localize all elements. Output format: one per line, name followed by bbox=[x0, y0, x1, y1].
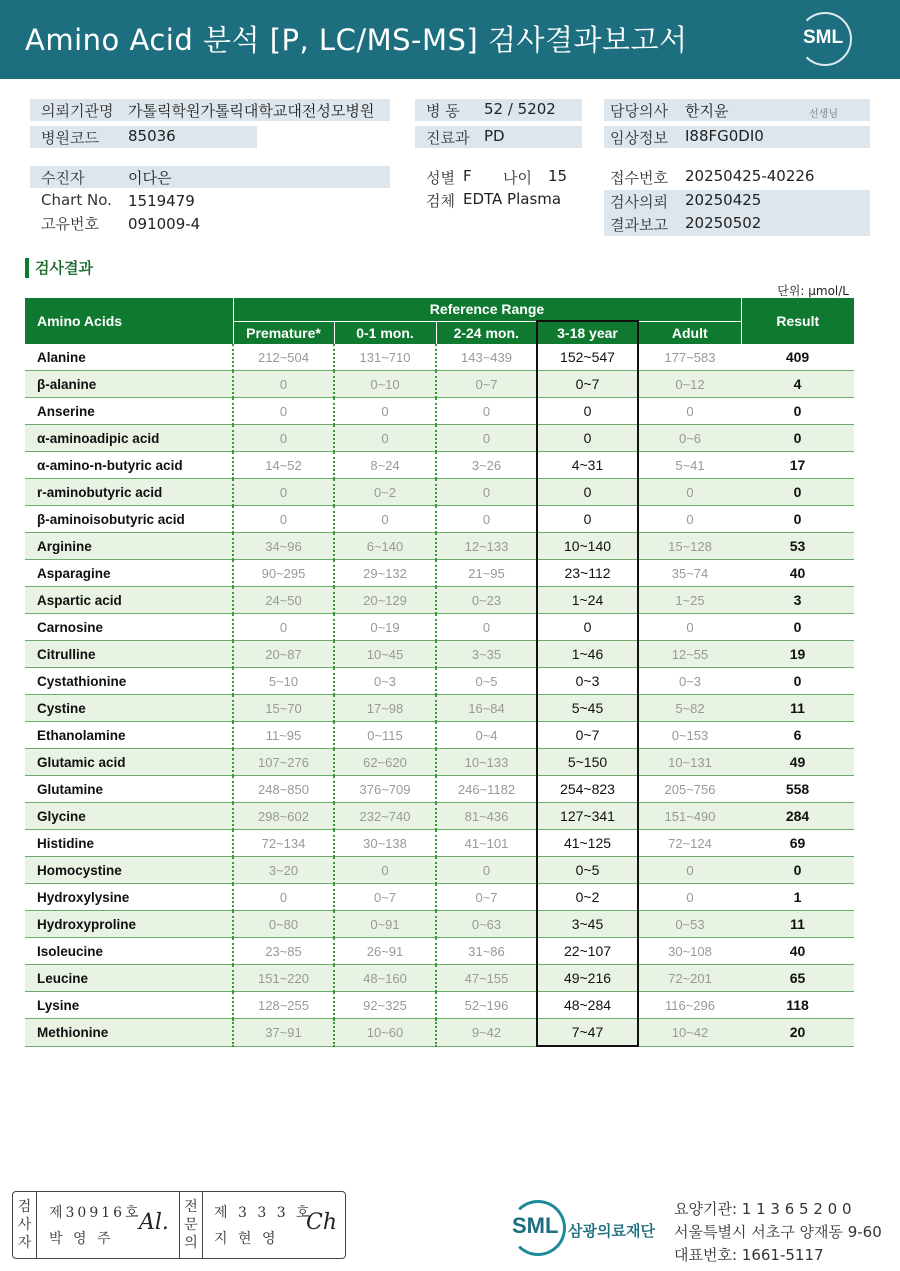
chart-label: Chart No. bbox=[41, 191, 112, 209]
table-row bbox=[25, 371, 854, 398]
amino-acid-name: β-aminoisobutyric acid bbox=[25, 506, 233, 533]
ref-range-y318: 0 bbox=[537, 479, 638, 506]
ref-range-m01: 0~10 bbox=[334, 371, 436, 398]
examiner-signature: Al. bbox=[139, 1210, 169, 1235]
ref-range-adult: 0 bbox=[638, 614, 741, 641]
receipt-value: 20250425-40226 bbox=[685, 167, 815, 185]
result-value: 40 bbox=[741, 560, 854, 587]
col-2-24-mon: 2-24 mon. bbox=[436, 321, 537, 344]
ref-range-premature: 107~276 bbox=[233, 749, 334, 776]
table-body bbox=[25, 344, 854, 1046]
table-row bbox=[25, 560, 854, 587]
chart-value: 1519479 bbox=[128, 192, 195, 210]
amino-acid-name: Asparagine bbox=[25, 560, 233, 587]
table-row bbox=[25, 911, 854, 938]
ref-range-adult: 10~131 bbox=[638, 749, 741, 776]
name-value: 이다은 bbox=[128, 169, 172, 187]
org-code: 요양기관: 1 1 3 6 5 2 0 0 bbox=[674, 1200, 852, 1218]
ref-range-adult: 0~53 bbox=[638, 911, 741, 938]
ref-range-y318: 49~216 bbox=[537, 965, 638, 992]
ref-range-premature: 34~96 bbox=[233, 533, 334, 560]
ref-range-m224: 52~196 bbox=[436, 992, 537, 1019]
hospital-code-value: 85036 bbox=[128, 127, 176, 145]
amino-acid-name: Hydroxyproline bbox=[25, 911, 233, 938]
sex-value: F bbox=[463, 167, 472, 185]
logo-text: SML bbox=[803, 27, 844, 48]
ref-range-adult: 0 bbox=[638, 857, 741, 884]
clinical-label: 임상정보 bbox=[610, 129, 668, 147]
uid-value: 091009-4 bbox=[128, 215, 201, 233]
ref-range-m01: 0~91 bbox=[334, 911, 436, 938]
ref-range-m01: 10~60 bbox=[334, 1019, 436, 1047]
ref-range-adult: 0~153 bbox=[638, 722, 741, 749]
amino-acid-name: Isoleucine bbox=[25, 938, 233, 965]
ref-range-adult: 0 bbox=[638, 398, 741, 425]
amino-acid-name: Histidine bbox=[25, 830, 233, 857]
name-label: 수진자 bbox=[41, 169, 85, 187]
ref-range-premature: 0 bbox=[233, 371, 334, 398]
amino-acid-name: Carnosine bbox=[25, 614, 233, 641]
result-value: 20 bbox=[741, 1019, 854, 1047]
org-address: 서울특별시 서초구 양재동 9-60 bbox=[674, 1223, 882, 1241]
amino-acid-name: β-alanine bbox=[25, 371, 233, 398]
ref-range-premature: 5~10 bbox=[233, 668, 334, 695]
amino-acid-name: Cystathionine bbox=[25, 668, 233, 695]
results-section-title: 검사결과 bbox=[25, 258, 93, 278]
ref-range-adult: 5~41 bbox=[638, 452, 741, 479]
ref-range-m01: 0~19 bbox=[334, 614, 436, 641]
col-amino-acids: Amino Acids bbox=[25, 298, 233, 344]
ref-range-premature: 15~70 bbox=[233, 695, 334, 722]
ref-range-premature: 0 bbox=[233, 614, 334, 641]
sml-logo bbox=[798, 12, 852, 66]
ref-range-y318: 22~107 bbox=[537, 938, 638, 965]
report-value: 20250502 bbox=[685, 214, 762, 232]
ref-range-m224: 0 bbox=[436, 506, 537, 533]
ref-range-m224: 0~5 bbox=[436, 668, 537, 695]
amino-acid-name: α-amino-n-butyric acid bbox=[25, 452, 233, 479]
table-row bbox=[25, 749, 854, 776]
result-value: 558 bbox=[741, 776, 854, 803]
result-value: 17 bbox=[741, 452, 854, 479]
ref-range-y318: 1~46 bbox=[537, 641, 638, 668]
specimen-label: 검체 bbox=[426, 192, 455, 210]
amino-acid-name: Hydroxylysine bbox=[25, 884, 233, 911]
dept-label: 진료과 bbox=[426, 129, 470, 147]
doctor-value: 한지윤 bbox=[685, 102, 729, 120]
amino-acid-table bbox=[25, 298, 854, 1047]
sex-label: 성별 bbox=[426, 169, 455, 187]
ref-range-premature: 151~220 bbox=[233, 965, 334, 992]
ref-range-y318: 0~5 bbox=[537, 857, 638, 884]
ref-range-y318: 41~125 bbox=[537, 830, 638, 857]
ref-range-adult: 35~74 bbox=[638, 560, 741, 587]
org-name: 삼광의료재단 bbox=[568, 1222, 655, 1240]
examiner-license: 제30916호 bbox=[49, 1205, 142, 1221]
ref-range-m224: 143~439 bbox=[436, 344, 537, 371]
ref-range-m01: 26~91 bbox=[334, 938, 436, 965]
ref-range-y318: 5~45 bbox=[537, 695, 638, 722]
ref-range-m224: 16~84 bbox=[436, 695, 537, 722]
result-value: 0 bbox=[741, 857, 854, 884]
table-row bbox=[25, 344, 854, 371]
amino-acid-name: Methionine bbox=[25, 1019, 233, 1047]
ref-range-premature: 0 bbox=[233, 506, 334, 533]
ref-range-y318: 4~31 bbox=[537, 452, 638, 479]
table-row bbox=[25, 857, 854, 884]
ref-range-m01: 232~740 bbox=[334, 803, 436, 830]
examiner-name: 박 영 주 bbox=[49, 1231, 114, 1247]
amino-acid-name: Citrulline bbox=[25, 641, 233, 668]
table-row bbox=[25, 830, 854, 857]
result-value: 0 bbox=[741, 425, 854, 452]
ref-range-y318: 0~2 bbox=[537, 884, 638, 911]
result-value: 11 bbox=[741, 695, 854, 722]
ref-range-m01: 48~160 bbox=[334, 965, 436, 992]
ref-range-m224: 0 bbox=[436, 398, 537, 425]
ref-range-m01: 62~620 bbox=[334, 749, 436, 776]
ref-range-m224: 21~95 bbox=[436, 560, 537, 587]
ref-range-m01: 0 bbox=[334, 425, 436, 452]
ref-range-m01: 0~2 bbox=[334, 479, 436, 506]
result-value: 1 bbox=[741, 884, 854, 911]
ref-range-m224: 41~101 bbox=[436, 830, 537, 857]
ref-range-premature: 212~504 bbox=[233, 344, 334, 371]
ref-range-premature: 72~134 bbox=[233, 830, 334, 857]
ref-range-m224: 0~7 bbox=[436, 884, 537, 911]
table-row bbox=[25, 641, 854, 668]
ref-range-premature: 128~255 bbox=[233, 992, 334, 1019]
result-value: 49 bbox=[741, 749, 854, 776]
result-value: 65 bbox=[741, 965, 854, 992]
request-label: 검사의뢰 bbox=[610, 193, 668, 211]
institution-value: 가톨릭학원가톨릭대학교대전성모병원 bbox=[128, 102, 375, 120]
ref-range-m01: 0 bbox=[334, 398, 436, 425]
ref-range-premature: 0 bbox=[233, 398, 334, 425]
ref-range-adult: 72~201 bbox=[638, 965, 741, 992]
ref-range-premature: 298~602 bbox=[233, 803, 334, 830]
result-value: 0 bbox=[741, 506, 854, 533]
ref-range-adult: 0~12 bbox=[638, 371, 741, 398]
result-value: 3 bbox=[741, 587, 854, 614]
amino-acid-name: r-aminobutyric acid bbox=[25, 479, 233, 506]
amino-acid-name: Anserine bbox=[25, 398, 233, 425]
ref-range-m224: 0~7 bbox=[436, 371, 537, 398]
ref-range-y318: 0 bbox=[537, 425, 638, 452]
ref-range-m224: 10~133 bbox=[436, 749, 537, 776]
result-value: 40 bbox=[741, 938, 854, 965]
unit-label: 단위: μmol/L bbox=[777, 284, 849, 298]
result-value: 19 bbox=[741, 641, 854, 668]
ref-range-m224: 0~63 bbox=[436, 911, 537, 938]
specialist-signature: Ch bbox=[306, 1210, 338, 1235]
col-0-1-mon: 0-1 mon. bbox=[334, 321, 436, 344]
ref-range-m01: 131~710 bbox=[334, 344, 436, 371]
result-value: 11 bbox=[741, 911, 854, 938]
specialist-label: 전문의 bbox=[179, 1192, 203, 1258]
result-value: 284 bbox=[741, 803, 854, 830]
ref-range-adult: 72~124 bbox=[638, 830, 741, 857]
org-phone: 대표번호: 1661-5117 bbox=[674, 1246, 824, 1264]
ref-range-premature: 0~80 bbox=[233, 911, 334, 938]
ref-range-premature: 90~295 bbox=[233, 560, 334, 587]
result-value: 409 bbox=[741, 344, 854, 371]
table-row bbox=[25, 614, 854, 641]
ref-range-m01: 30~138 bbox=[334, 830, 436, 857]
table-row bbox=[25, 587, 854, 614]
amino-acid-name: α-aminoadipic acid bbox=[25, 425, 233, 452]
signature-box bbox=[12, 1191, 346, 1259]
ref-range-premature: 0 bbox=[233, 479, 334, 506]
ref-range-premature: 248~850 bbox=[233, 776, 334, 803]
amino-acid-name: Homocystine bbox=[25, 857, 233, 884]
table-row bbox=[25, 938, 854, 965]
result-value: 0 bbox=[741, 398, 854, 425]
ref-range-m01: 0~115 bbox=[334, 722, 436, 749]
ref-range-adult: 12~55 bbox=[638, 641, 741, 668]
amino-acid-name: Aspartic acid bbox=[25, 587, 233, 614]
hospital-code-label: 병원코드 bbox=[41, 129, 99, 147]
ref-range-adult: 1~25 bbox=[638, 587, 741, 614]
specialist-license: 제 3 3 3 호 bbox=[214, 1205, 313, 1221]
table-row bbox=[25, 776, 854, 803]
amino-acid-name: Leucine bbox=[25, 965, 233, 992]
result-value: 0 bbox=[741, 479, 854, 506]
ref-range-adult: 0~6 bbox=[638, 425, 741, 452]
result-value: 6 bbox=[741, 722, 854, 749]
table-row bbox=[25, 425, 854, 452]
ref-range-adult: 151~490 bbox=[638, 803, 741, 830]
ref-range-adult: 15~128 bbox=[638, 533, 741, 560]
ref-range-y318: 152~547 bbox=[537, 344, 638, 371]
examiner-label: 검사자 bbox=[13, 1192, 37, 1258]
amino-acid-name: Glycine bbox=[25, 803, 233, 830]
ref-range-y318: 3~45 bbox=[537, 911, 638, 938]
ref-range-m224: 31~86 bbox=[436, 938, 537, 965]
table-row bbox=[25, 803, 854, 830]
report-label: 결과보고 bbox=[610, 216, 668, 234]
ref-range-y318: 10~140 bbox=[537, 533, 638, 560]
org-logo-text: SML bbox=[512, 1213, 559, 1238]
ref-range-premature: 20~87 bbox=[233, 641, 334, 668]
ref-range-premature: 37~91 bbox=[233, 1019, 334, 1047]
clinical-value: I88FG0DI0 bbox=[685, 127, 764, 145]
ref-range-premature: 0 bbox=[233, 884, 334, 911]
table-row bbox=[25, 506, 854, 533]
age-value: 15 bbox=[548, 167, 568, 185]
ref-range-premature: 23~85 bbox=[233, 938, 334, 965]
specimen-value: EDTA Plasma bbox=[463, 190, 562, 208]
result-value: 118 bbox=[741, 992, 854, 1019]
report-header bbox=[0, 0, 900, 79]
col-premature: Premature* bbox=[233, 321, 334, 344]
ref-range-m224: 81~436 bbox=[436, 803, 537, 830]
ref-range-adult: 116~296 bbox=[638, 992, 741, 1019]
age-label: 나이 bbox=[503, 169, 532, 187]
amino-acid-name: Cystine bbox=[25, 695, 233, 722]
ref-range-y318: 0 bbox=[537, 614, 638, 641]
uid-label: 고유번호 bbox=[41, 215, 99, 233]
ref-range-m224: 0 bbox=[436, 857, 537, 884]
ref-range-m224: 3~26 bbox=[436, 452, 537, 479]
doctor-label: 담당의사 bbox=[610, 102, 668, 120]
ref-range-adult: 0 bbox=[638, 506, 741, 533]
table-row bbox=[25, 479, 854, 506]
ref-range-y318: 0~7 bbox=[537, 722, 638, 749]
ref-range-m224: 0~4 bbox=[436, 722, 537, 749]
ref-range-adult: 0~3 bbox=[638, 668, 741, 695]
ref-range-m224: 9~42 bbox=[436, 1019, 537, 1047]
ref-range-m224: 0 bbox=[436, 425, 537, 452]
table-row bbox=[25, 884, 854, 911]
ref-range-y318: 7~47 bbox=[537, 1019, 638, 1047]
ref-range-m01: 29~132 bbox=[334, 560, 436, 587]
table-row bbox=[25, 722, 854, 749]
amino-acid-name: Glutamine bbox=[25, 776, 233, 803]
ref-range-m01: 92~325 bbox=[334, 992, 436, 1019]
ref-range-m224: 0~23 bbox=[436, 587, 537, 614]
ref-range-m01: 0 bbox=[334, 857, 436, 884]
amino-acid-name: Lysine bbox=[25, 992, 233, 1019]
ref-range-y318: 5~150 bbox=[537, 749, 638, 776]
ref-range-premature: 24~50 bbox=[233, 587, 334, 614]
receipt-label: 접수번호 bbox=[610, 169, 668, 187]
ref-range-y318: 23~112 bbox=[537, 560, 638, 587]
table-row bbox=[25, 668, 854, 695]
ref-range-premature: 11~95 bbox=[233, 722, 334, 749]
table-row bbox=[25, 695, 854, 722]
col-result: Result bbox=[741, 298, 854, 344]
amino-acid-name: Ethanolamine bbox=[25, 722, 233, 749]
dept-value: PD bbox=[484, 127, 505, 145]
ref-range-m01: 376~709 bbox=[334, 776, 436, 803]
table-row bbox=[25, 398, 854, 425]
institution-label: 의뢰기관명 bbox=[41, 102, 114, 120]
ref-range-y318: 0 bbox=[537, 398, 638, 425]
ref-range-adult: 177~583 bbox=[638, 344, 741, 371]
ref-range-m224: 0 bbox=[436, 479, 537, 506]
ref-range-m01: 20~129 bbox=[334, 587, 436, 614]
doctor-suffix: 선생님 bbox=[809, 109, 838, 120]
ref-range-y318: 0 bbox=[537, 506, 638, 533]
ref-range-m224: 3~35 bbox=[436, 641, 537, 668]
ref-range-m224: 47~155 bbox=[436, 965, 537, 992]
ref-range-m01: 8~24 bbox=[334, 452, 436, 479]
ref-range-y318: 254~823 bbox=[537, 776, 638, 803]
amino-acid-name: Arginine bbox=[25, 533, 233, 560]
ref-range-y318: 0~7 bbox=[537, 371, 638, 398]
result-value: 4 bbox=[741, 371, 854, 398]
ref-range-adult: 0 bbox=[638, 479, 741, 506]
col-reference-range: Reference Range bbox=[233, 298, 741, 321]
col-adult: Adult bbox=[638, 321, 741, 344]
ref-range-adult: 5~82 bbox=[638, 695, 741, 722]
ref-range-y318: 1~24 bbox=[537, 587, 638, 614]
ref-range-y318: 127~341 bbox=[537, 803, 638, 830]
request-value: 20250425 bbox=[685, 191, 762, 209]
ref-range-premature: 0 bbox=[233, 425, 334, 452]
ref-range-adult: 0 bbox=[638, 884, 741, 911]
col-3-18-year: 3-18 year bbox=[537, 321, 638, 344]
ref-range-m01: 6~140 bbox=[334, 533, 436, 560]
amino-acid-name: Alanine bbox=[25, 344, 233, 371]
result-value: 0 bbox=[741, 614, 854, 641]
ref-range-m01: 10~45 bbox=[334, 641, 436, 668]
amino-acid-name: Glutamic acid bbox=[25, 749, 233, 776]
result-value: 53 bbox=[741, 533, 854, 560]
ward-value: 52 / 5202 bbox=[484, 100, 556, 118]
table-row bbox=[25, 533, 854, 560]
ref-range-m224: 0 bbox=[436, 614, 537, 641]
report-title: Amino Acid 분석 [P, LC/MS-MS] 검사결과보고서 bbox=[25, 23, 688, 57]
ref-range-m224: 12~133 bbox=[436, 533, 537, 560]
specialist-name: 지 현 영 bbox=[214, 1231, 279, 1247]
ref-range-m224: 246~1182 bbox=[436, 776, 537, 803]
table-row bbox=[25, 992, 854, 1019]
ref-range-premature: 3~20 bbox=[233, 857, 334, 884]
table-row bbox=[25, 452, 854, 479]
ref-range-y318: 48~284 bbox=[537, 992, 638, 1019]
table-row bbox=[25, 965, 854, 992]
ref-range-y318: 0~3 bbox=[537, 668, 638, 695]
ref-range-premature: 14~52 bbox=[233, 452, 334, 479]
ref-range-m01: 0 bbox=[334, 506, 436, 533]
ref-range-m01: 0~3 bbox=[334, 668, 436, 695]
ward-label: 병 동 bbox=[426, 102, 460, 120]
result-value: 0 bbox=[741, 668, 854, 695]
ref-range-m01: 17~98 bbox=[334, 695, 436, 722]
result-value: 69 bbox=[741, 830, 854, 857]
table-row bbox=[25, 1019, 854, 1047]
ref-range-adult: 10~42 bbox=[638, 1019, 741, 1047]
ref-range-m01: 0~7 bbox=[334, 884, 436, 911]
ref-range-adult: 30~108 bbox=[638, 938, 741, 965]
ref-range-adult: 205~756 bbox=[638, 776, 741, 803]
